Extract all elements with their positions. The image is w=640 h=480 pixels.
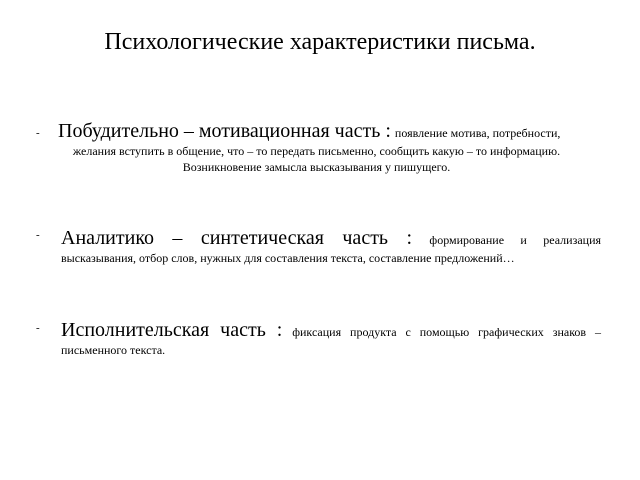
item-term: Исполнительская часть : (61, 319, 283, 341)
list-item (58, 119, 603, 143)
item-description: формирование и реализация (429, 233, 602, 247)
item-description: появление мотива, потребности, (394, 126, 561, 140)
item-description: фиксация продукта с помощью графических знаков – (292, 325, 602, 339)
bullet-marker: - (36, 322, 40, 334)
item-description-continued: высказывания, отбор слов, нужных для составления текста, составление предложений… (61, 251, 515, 265)
slide-title: Психологические характеристики письма. (104, 29, 536, 55)
item-description-continued: письменного текста. (61, 343, 166, 357)
item-term: Аналитико – синтетическая часть : (61, 227, 413, 249)
list-item (61, 226, 601, 267)
item-description-continued: желания вступить в общение, что – то передать письменно, сообщить какую – то информацию. Возникновение замысла высказывания у пишущего. (72, 144, 561, 174)
bullet-marker: - (36, 229, 40, 241)
item-term: Побудительно – мотивационная часть : (58, 120, 391, 142)
bullet-marker: - (36, 127, 40, 139)
list-item (61, 318, 601, 359)
